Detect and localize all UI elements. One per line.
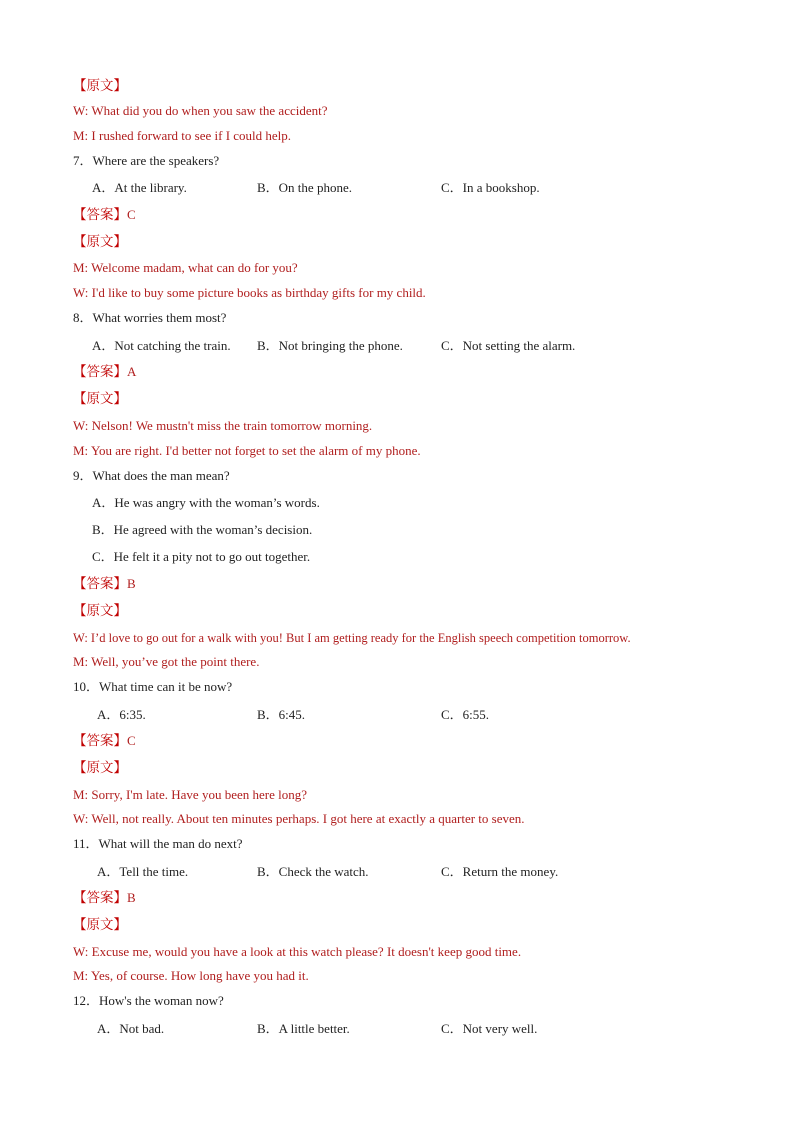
- option-a: A．At the library.: [92, 180, 187, 195]
- dialogue-line: M: You are right. I'd better not forget to set the alarm of my phone.: [73, 443, 421, 458]
- answer-tag: 【答案】: [73, 207, 127, 223]
- dialogue-line: M: Well, you’ve got the point there.: [73, 654, 260, 669]
- original-text-tag: 【原文】: [73, 234, 127, 250]
- original-text-tag: 【原文】: [73, 917, 127, 933]
- dialogue-line: M: Welcome madam, what can do for you?: [73, 260, 298, 275]
- option-c: C．Not setting the alarm.: [441, 338, 576, 353]
- question-12: 12．How's the woman now?: [73, 993, 224, 1008]
- answer-line: [73, 733, 136, 749]
- option-b: B．Not bringing the phone.: [257, 338, 403, 353]
- dialogue-line: W: Nelson! We mustn't miss the train tomorrow morning.: [73, 418, 373, 433]
- answer-tag: 【答案】: [73, 890, 127, 906]
- option-b: B．6:45.: [257, 707, 306, 722]
- dialogue-line: W: I'd like to buy some picture books as birthday gifts for my child.: [73, 285, 426, 300]
- answer-line: [73, 207, 136, 223]
- answer-tag: 【答案】: [73, 733, 127, 749]
- answer-line: [73, 576, 136, 592]
- dialogue-line: M: I rushed forward to see if I could help.: [73, 128, 292, 143]
- dialogue-line: W: I’d love to go out for a walk with you! But I am getting ready for the English speech competition tomorrow.: [73, 631, 631, 645]
- answer-value: B: [127, 890, 136, 905]
- dialogue-line: M: Yes, of course. How long have you had it.: [73, 968, 309, 983]
- answer-value: C: [127, 733, 136, 748]
- dialogue-line: W: What did you do when you saw the accident?: [73, 103, 328, 118]
- question-11: 11．What will the man do next?: [73, 836, 243, 851]
- option-c: C．Not very well.: [441, 1021, 538, 1036]
- option-a: A．Tell the time.: [97, 864, 189, 879]
- dialogue-line: W: Excuse me, would you have a look at this watch please? It doesn't keep good time.: [73, 944, 522, 959]
- option-a: A．6:35.: [97, 707, 146, 722]
- option-a: A．He was angry with the woman’s words.: [92, 495, 320, 510]
- answer-line: [73, 364, 136, 380]
- question-7: 7．Where are the speakers?: [73, 153, 220, 168]
- option-b: B．He agreed with the woman’s decision.: [92, 522, 313, 537]
- option-c: C．Return the money.: [441, 864, 559, 879]
- original-text-tag: 【原文】: [73, 78, 127, 94]
- question-10: 10．What time can it be now?: [73, 679, 233, 694]
- answer-value: C: [127, 207, 136, 222]
- answer-line: [73, 890, 136, 906]
- original-text-tag: 【原文】: [73, 391, 127, 407]
- answer-value: B: [127, 576, 136, 591]
- option-a: A．Not catching the train.: [92, 338, 231, 353]
- option-c: C．6:55.: [441, 707, 490, 722]
- answer-tag: 【答案】: [73, 364, 127, 380]
- option-c: C．In a bookshop.: [441, 180, 540, 195]
- option-b: B．On the phone.: [257, 180, 352, 195]
- option-b: B．Check the watch.: [257, 864, 369, 879]
- question-9: 9．What does the man mean?: [73, 468, 230, 483]
- dialogue-line: W: Well, not really. About ten minutes perhaps. I got here at exactly a quarter to seven.: [73, 811, 525, 826]
- original-text-tag: 【原文】: [73, 760, 127, 776]
- question-8: 8．What worries them most?: [73, 310, 227, 325]
- option-c: C．He felt it a pity not to go out together.: [92, 549, 311, 564]
- option-b: B．A little better.: [257, 1021, 350, 1036]
- original-text-tag: 【原文】: [73, 603, 127, 619]
- dialogue-line: M: Sorry, I'm late. Have you been here long?: [73, 787, 307, 802]
- answer-value: A: [127, 364, 137, 379]
- option-a: A．Not bad.: [97, 1021, 165, 1036]
- answer-tag: 【答案】: [73, 576, 127, 592]
